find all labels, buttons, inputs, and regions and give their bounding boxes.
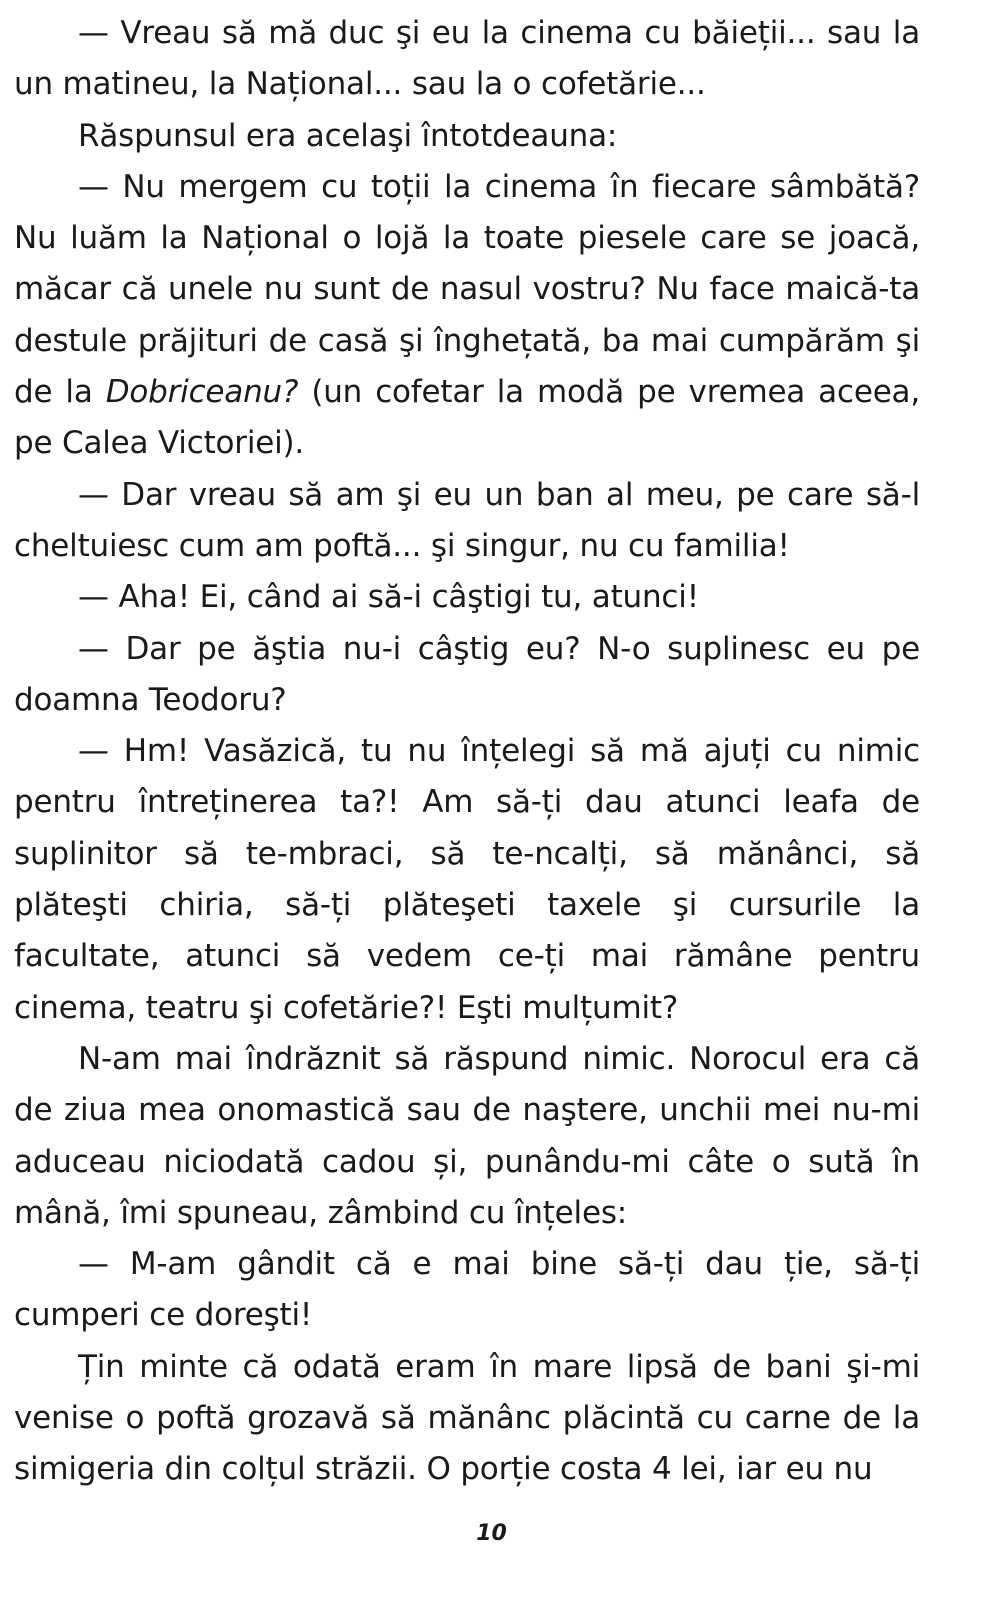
paragraph: — Aha! Ei, când ai să-i câştigi tu, atunci! xyxy=(78,579,699,616)
paragraph: — M-am gândit că e mai bine să-ți dau ție, să-ți cumperi ce doreşti! xyxy=(14,1246,920,1334)
paragraph: Țin minte că odată eram în mare lipsă de bani şi-mi venise o poftă grozavă să mănânc plăcintă cu carne de la simigeria din colțul străzii. O porție costa 4 lei, iar eu nu xyxy=(14,1348,920,1488)
paragraph-text: — Nu mergem cu toții la cinema în fiecare sâmbătă? Nu luăm la Național o lojă la toate piesele care se joacă, măcar că unele nu sunt de nasul vostru? Nu face maică-ta destule prăjituri de casă şi înghețată, ba mai cumpărăm şi de la xyxy=(14,168,920,411)
paragraph: — Dar pe ăştia nu-i câştig eu? N-o suplinesc eu pe doamna Teodoru? xyxy=(14,630,920,718)
paragraph: — Vreau să mă duc şi eu la cinema cu băieții... sau la un matineu, la Național... sau la o cofetărie... xyxy=(14,15,920,103)
paragraph: — Hm! Vasăzică, tu nu înțelegi să mă ajuți cu nimic pentru întreținerea ta?! Am să-ți dau atunci leafa de suplinitor să te-mbraci, să te-ncalți, să mănânci, să plăteşti chiria, să-ți plăteşeti taxele şi cursurile la facultate, atunci să vedem ce-ți mai rămâne pentru cinema, teatru şi cofetărie?! Eşti mulțumit? xyxy=(14,733,920,1026)
paragraph: — Dar vreau să am şi eu un ban al meu, pe care să-l cheltuiesc cum am poftă... şi singur, nu cu familia! xyxy=(14,476,920,564)
page-number: 10 xyxy=(476,1521,507,1546)
paragraph xyxy=(14,162,920,470)
page-body xyxy=(14,8,920,1496)
italic-name: Dobriceanu? xyxy=(105,374,299,411)
paragraph: Răspunsul era acelaşi întotdeauna: xyxy=(78,117,618,154)
paragraph: N-am mai îndrăznit să răspund nimic. Norocul era că de ziua mea onomastică sau de naştere, unchii mei nu-mi aduceau niciodată cadou și, punându-mi câte o sută în mână, îmi spuneau, zâmbind cu înțeles: xyxy=(14,1040,920,1231)
paragraph-text: (un cofetar la modă pe vremea aceea, pe Calea Victoriei). xyxy=(14,374,921,462)
